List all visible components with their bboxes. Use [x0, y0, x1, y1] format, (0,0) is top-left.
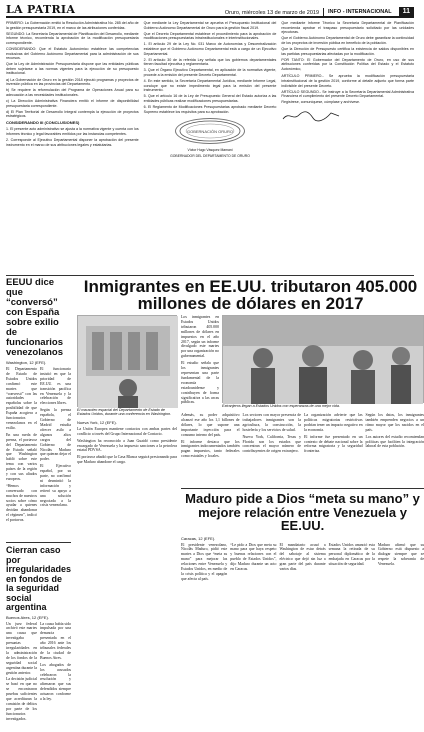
story-immigrants — [181, 315, 424, 617]
section-divider — [6, 275, 414, 276]
photo-immigrants — [222, 315, 424, 403]
story-byline: Buenos Aires, 12 (EFE). — [6, 614, 49, 620]
story-paragraph: Según los datos, los inmigrantes también emprenden negocios a un ritmo mayor que los nacidos en el país. — [365, 413, 424, 432]
story-paragraph: Maduro afirmó que su Gobierno está dispuesto a dialogar siempre que se respete la soberanía de Venezuela. — [377, 542, 424, 567]
notice-paragraph: ARTÍCULO PRIMERO.- Se aprueba la modificación presupuestaria intrainstitucional de la gestión 2019, conforme al detalle adjunto que forma parte indivisible del presente Decreto. — [281, 74, 415, 88]
gobernacion-seal — [175, 118, 245, 144]
story-column — [304, 413, 363, 485]
story-paragraph: Según la prensa española, el Gobierno de Madrid estudia ofrecer asilo a algunos altos cargos del Gobierno de Nicolás Maduro que quieran dejar el poder. — [40, 408, 72, 462]
photo-block-2 — [222, 315, 424, 411]
right-stories — [77, 278, 424, 624]
story-paragraph: Además, su poder adquisitivo alcanzó ese año los 1,1 billones de dólares, lo que supone una importante inyección para el consumo interno del país. — [181, 413, 240, 437]
story-paragraph: El estudio señala que los inmigrantes representan una parte fundamental de la economía estadounidense y contribuyen de forma significativa a las arcas públicas. — [181, 361, 220, 405]
notice-column-1 — [6, 21, 139, 273]
notice-paragraph: 6. El Reglamento de Modificaciones Presupuestarias aprobado mediante Decreto Supremo establece los requisitos para su aprobación. — [143, 105, 277, 114]
story-paragraph: El presidente venezolano, Nicolás Maduro, pidió este martes a Dios que “meta su mano” para mejorar las relaciones entre Venezuela y Estados Unidos, en medio de la crisis política y el apagón que afecta al país. — [181, 542, 228, 581]
story-byline: Nueva York, 12 (EFE). — [77, 419, 117, 425]
story-headline: EEUU dice que “conversó” con España sobre exilio de funcionarios venezolanos — [6, 277, 64, 358]
considerando-heading: CONSIDERANDO III (CONCLUSIONES) — [6, 119, 80, 125]
maduro-body — [181, 543, 424, 617]
svg-text:GOBERNACIÓN ORURO: GOBERNACIÓN ORURO — [186, 129, 234, 135]
story-column — [40, 367, 71, 539]
story-paragraph: Nueva York, California, Texas y Florida son los estados que concentran el mayor número de contribuyentes de origen extranjero. — [242, 434, 302, 454]
story-column — [181, 413, 240, 485]
notice-paragraph: 5. Que el artículo 16 de la Ley de Presupuesto General del Estado autoriza a las entidades públicas realizar modificaciones presupuestarias. — [143, 94, 277, 103]
notice-paragraph: 2. Corresponde al Ejecutivo Departamental disponer la aprobación del presente instrumento en el marco de sus atribuciones legales y estatutarias. — [6, 138, 139, 147]
story-paragraph: “Le pido a Dios que meta su mano para que haya respeto y buenas relaciones con el pueblo de Estados Unidos”, dijo Maduro durante un acto en Caracas. — [230, 542, 277, 572]
notice-paragraph: Que la Ley de Administración Presupuestaria dispone que las entidades públicas deben sujetarse a las normas vigentes para la ejecución de su presupuesto institucional. — [6, 62, 139, 76]
immigrants-top — [181, 315, 424, 411]
dateline: Oruro, miércoles 13 de marzo de 2019 — [224, 10, 320, 16]
story-byline: Caracas, 12 (EFE). — [181, 535, 216, 541]
story-column — [366, 413, 424, 485]
section-label: INFO - INTERNACIONAL — [323, 8, 396, 16]
notice-paragraph: Que el Decreto Departamental establece el procedimiento para la aprobación de modificaciones presupuestarias intrainstitucionales e interinstitucionales. — [143, 31, 277, 41]
photo-block-1 — [77, 315, 177, 617]
story-paragraph: Los autores del estudio recomiendan políticas que faciliten la integración laboral de esta población. — [365, 434, 424, 449]
photo-state-department — [77, 315, 177, 407]
story-column — [40, 622, 71, 732]
story-eeuu-espana — [6, 278, 71, 539]
notice-paragraph: 4. En este sentido, la Secretaría Departamental Jurídica, mediante Informe Legal, concluye que no existe impedimento legal para la emisión del presente instrumento. — [143, 79, 277, 93]
story-body — [6, 367, 71, 539]
handwritten-signature — [281, 110, 341, 122]
notice-paragraph: c) La Dirección Administrativa Financiera emitió el informe de disponibilidad presupuestaria correspondiente. — [6, 98, 139, 108]
notice-paragraph: POR TANTO: El Gobernador del Departamento de Oruro, en uso de sus atribuciones conferidas por la Constitución Política del Estado y el Estatuto Autonómico, — [281, 57, 415, 71]
newspaper-logo: LA PATRIA — [6, 3, 76, 16]
story-column — [230, 543, 276, 617]
story-paragraph: Estados Unidos anunció esta semana la retirada de su personal diplomático de la embajada en Caracas por la situación de seguridad. — [328, 542, 375, 567]
notice-paragraph: ARTÍCULO SEGUNDO.- Se instruye a la Secretaría Departamental Administrativa Financiera el cumplimiento del presente Decreto Departamental. — [281, 89, 415, 99]
legal-notice — [6, 21, 414, 273]
photo-row — [77, 315, 424, 617]
notice-column-3 — [281, 21, 414, 273]
news-section — [6, 277, 424, 721]
story-paragraph: Los abogados de los acusados celebraron la resolución y afirmaron que sus defendidos siempre actuaron conforme a la ley. — [40, 662, 72, 702]
immigrants-body — [181, 413, 424, 485]
notice-paragraph: 1. El presente acto administrativo se ajusta a la normativa vigente y cuenta con los informes técnico y legal favorables emitidos por las instancias competentes. — [6, 127, 139, 136]
notice-paragraph: CONSIDERANDO: Que el Estatuto Autonómico establece las competencias exclusivas del Gobierno Autónomo Departamental para la administración de sus recursos. — [6, 46, 139, 61]
notice-paragraph: 2. El artículo 30 de la referida Ley señala que los gobiernos departamentales tienen facultad ejecutiva y reglamentaria. — [143, 57, 277, 67]
notice-paragraph: Que mediante la Ley Departamental se aprueba el Presupuesto Institucional del Gobierno Autónomo Departamental de Oruro para la gestión fiscal 2019. — [143, 21, 277, 30]
notice-paragraph: Regístrese, comuníquese, cúmplase y archívese. — [281, 100, 361, 105]
story-paragraph: El mandatario acusó a Washington de estar detrás del sabotaje al sistema eléctrico que dejó sin luz a gran parte del país durante varios días. — [279, 542, 326, 572]
story-headline: Maduro pide a Dios “meta su mano” y mejore relación entre Venezuela y EE.UU. — [185, 491, 420, 533]
notice-column-2 — [144, 21, 277, 273]
masthead — [6, 4, 414, 18]
notice-paragraph: b) Se requiere la reformulación del Programa de Operaciones Anual para su adecuación a las necesidades institucionales. — [6, 88, 139, 97]
story-maduro — [181, 492, 424, 617]
left-stories — [6, 277, 72, 721]
story-column — [77, 427, 177, 577]
signature-title: GOBERNADOR DEL DEPARTAMENTO DE ORURO — [170, 153, 250, 158]
photo-caption: Extranjeros llegan a Estados Unidos con esperanzas de una mejor vida. — [222, 404, 340, 408]
story-paragraph: Los sectores con mayor presencia de trabajadores inmigrantes son la agricultura, la construcción, la hostelería y los servicios de salud. — [242, 413, 302, 432]
signature-name: Víctor Hugo Vásquez Mamani — [187, 148, 233, 153]
story-paragraph: Los inmigrantes en Estados Unidos tributaron 405.000 millones de dólares en impuestos en el año 2017, según un informe divulgado este martes por una organización no gubernamental. — [181, 315, 220, 359]
story-column — [181, 315, 219, 411]
notice-paragraph: PRIMERO: La Gobernación emitió la Resolución Administrativa No. 285 del año de la gestión presupuestaria 2019, en el marco de las atribuciones conferidas. — [6, 21, 139, 30]
story-column — [243, 413, 302, 485]
notice-paragraph: a) La Gobernación de Oruro en la gestión 2018 ejecutó programas y proyectos de inversión pública en las provincias del Departamento. — [6, 77, 139, 87]
story-paragraph: El informe destaca que los inmigrantes indocumentados también pagan impuestos, tanto federales como estatales y locales. — [181, 439, 240, 459]
story-column — [279, 543, 325, 617]
story-paragraph: La organización advierte que las políticas migratorias restrictivas podrían tener un impacto negativo en la economía. — [304, 413, 363, 432]
story-paragraph: Un juez federal archivó este martes una causa que investigaba presuntas irregularidades en la administración de los fondos de la seguridad social argentina durante la gestión anterior. — [6, 621, 38, 675]
story-column — [6, 622, 37, 732]
story-paragraph: La causa había sido impulsada por una denuncia presentada en el año 2016 ante los tribunales federales de la ciudad de Buenos Aires. — [40, 621, 72, 660]
story-column — [329, 543, 375, 617]
notice-paragraph: 1. El artículo 29 de la Ley No. 031 Marco de Autonomías y Descentralización establece que el Gobierno Autónomo Departamental está a cargo de un Ejecutivo Departamental. — [143, 42, 277, 56]
story-headline-main: Inmigrantes en EE.UU. tributaron 405.000 millones de dólares en 2017 — [83, 277, 418, 313]
story-divider — [181, 488, 424, 489]
story-column — [181, 543, 227, 617]
story-paragraph: En una rueda de prensa, el portavoz del Departamento de Estado señaló que Washington habló sobre este tema con varios países de la región y con sus aliados europeos. — [6, 432, 38, 481]
story-paragraph: La decisión judicial se basó en que no se encontraron pruebas suficientes que acreditaran la comisión de delitos por parte de los funcionarios investigados. — [6, 677, 38, 721]
notice-paragraph: Que el Gobierno Autónomo Departamental de Oruro debe garantizar la continuidad de los proyectos de inversión pública en beneficio de la población. — [281, 36, 415, 45]
notice-paragraph: 3. Que el Órgano Ejecutivo Departamental, en aplicación de la normativa vigente, procede a la emisión del presente Decreto Departamental. — [143, 68, 277, 77]
notice-paragraph: d) El Plan Territorial de Desarrollo Integral contempla la ejecución de proyectos estratégicos. — [6, 109, 139, 119]
story-byline: Washington, 12 (EFE). — [6, 360, 47, 365]
story-column — [378, 543, 424, 617]
story-paragraph: “Hemos conversado con muchos de nuestros socios sobre cómo ayudar a quienes decidan abandonar el régimen”, indicó el portavoz. — [6, 483, 38, 523]
story-paragraph: El Departamento de Estado de Estados Unidos confirmó este martes que “conversó” con las autoridades españolas sobre la posibilidad de que España acogiera a funcionarios venezolanos en el exilio. — [6, 367, 38, 430]
story-divider — [6, 542, 71, 543]
story-paragraph: El Ejecutivo español, por su parte, no confirmó ni desmintió la información y reiteró su apoyo a una solución negociada a la crisis venezolana. — [40, 464, 72, 508]
story-paragraph: El funcionario insistió en que la prioridad de EE.UU. es una transición pacífica en Venezuela y la celebración de elecciones libres. — [40, 367, 72, 406]
page-number: 11 — [399, 7, 414, 16]
story-paragraph: La Unión Europea mantiene contactos con ambas partes del conflicto a través del Grupo Internacional de Contacto. — [77, 426, 178, 436]
notice-paragraph: Que la Dirección de Presupuesto certifica la existencia de saldos disponibles en las partidas presupuestarias afectadas por la modificación. — [281, 46, 415, 56]
photo-caption: El mausoleo espacial del Departamento de Estado de Estados Unidos, durante una conferencia en Washington. — [77, 408, 172, 417]
notice-paragraph: Que mediante Informe Técnico la Secretaría Departamental de Planificación recomienda aprobar el traspaso presupuestario solicitado por las unidades ejecutoras. — [281, 21, 415, 35]
story-body — [6, 622, 71, 732]
story-paragraph: El informe fue presentado en un contexto de debate nacional sobre la reforma migratoria y la seguridad fronteriza. — [304, 434, 363, 454]
story-argentina — [6, 546, 71, 732]
story-headline: Cierran caso por irregularidades en fondos de la seguridad social argentina — [6, 545, 72, 612]
story-paragraph: Washington ha reconocido a Juan Guaidó como presidente encargado de Venezuela y ha impuesto sanciones a la petrolera estatal PDVSA. — [77, 438, 178, 453]
story-paragraph: El portavoz añadió que la Casa Blanca seguirá presionando para que Maduro abandone el cargo. — [77, 455, 178, 465]
notice-paragraph: SEGUNDO: La Secretaría Departamental de Planificación del Desarrollo, mediante informe técnico, recomienda la aprobación de la modificación presupuestaria correspondiente. — [6, 31, 139, 45]
story-column — [6, 367, 37, 539]
